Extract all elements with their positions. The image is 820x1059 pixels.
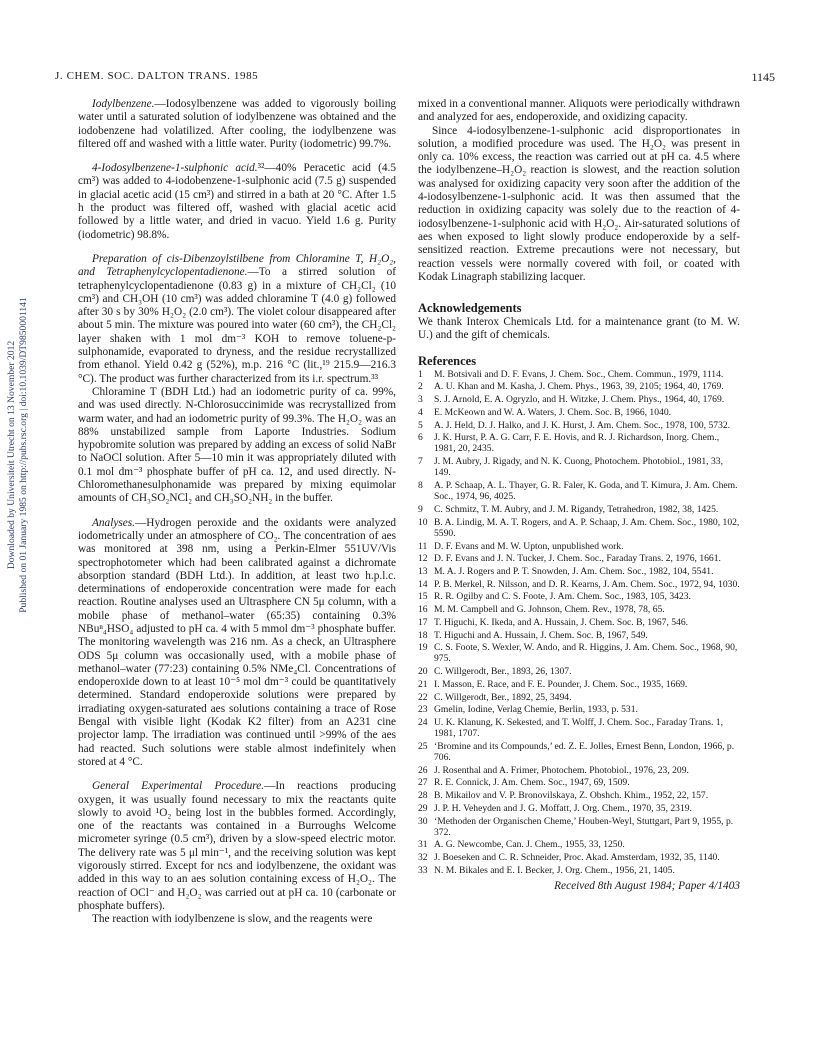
reference-item xyxy=(418,541,740,552)
reference-number: 23 xyxy=(418,704,428,716)
paragraph-reagents: Chloramine T (BDH Ltd.) had an iodometric purity of ca. 99%, and was used directly. N-Chlorosuccinimide was recrystallized from warm water, and had an iodometric purity of 99.3%. The H₂O₂ was an 88% unstabilized sample from Laporte Industries. Sodium hypobromite solution was prepared by adding an excess of solid NaBr to NaOCl solution. After 5—10 min it was appropriately diluted with 0.1 mol dm⁻³ phosphate buffer of pH ca. 12, and used directly. N-Chloromethanesulphonamide was prepared by mixing equimolar amounts of CH₃SO₂NCl₂ and CH₃SO₂NH₂ in the buffer. xyxy=(78,385,396,505)
reference-number: 24 xyxy=(418,716,428,728)
reference-number: 19 xyxy=(418,642,428,654)
reference-number: 30 xyxy=(418,815,428,827)
reference-item xyxy=(418,803,740,814)
reference-item xyxy=(418,765,740,776)
reference-number: 7 xyxy=(418,456,423,468)
reference-number: 32 xyxy=(418,852,428,864)
reference-item xyxy=(418,666,740,677)
reference-item xyxy=(418,704,740,715)
acknowledgements-heading: Acknowledgements xyxy=(418,301,522,316)
paragraph-preparation xyxy=(78,253,396,386)
reference-item xyxy=(418,591,740,602)
reference-number: 25 xyxy=(418,740,428,752)
reference-number: 20 xyxy=(418,666,428,678)
reference-item xyxy=(418,839,740,850)
reference-text: R. E. Connick, J. Am. Chem. Soc., 1947, 69, 1509. xyxy=(434,777,630,789)
reference-number: 3 xyxy=(418,394,423,406)
paragraph-iodylbenzene-reaction: The reaction with iodylbenzene is slow, and the reagents were xyxy=(92,913,373,926)
running-header xyxy=(55,70,775,88)
references-heading: References xyxy=(418,353,477,368)
reference-item xyxy=(418,741,740,763)
reference-text: B. A. Lindig, M. A. T. Rogers, and A. P. Schaap, J. Am. Chem. Soc., 1980, 102, 5590. xyxy=(434,516,740,539)
reference-number: 27 xyxy=(418,777,428,789)
reference-number: 16 xyxy=(418,604,428,616)
reference-item xyxy=(418,679,740,690)
paragraph-text: ³²—40% Peracetic acid (4.5 cm³) was added to 4-iodobenzene-1-sulphonic acid (7.5 g) suspended in glacial acetic acid (15 cm³) and stirred in a bath at 20 °C. After 1.5 h the product was filtered off, washed with glacial acetic acid followed by a little water, and dried in vacuo. Yield 1.6 g. Purity (iodometric) 98.8%. xyxy=(78,162,396,241)
reference-number: 10 xyxy=(418,516,428,528)
reference-item xyxy=(418,617,740,628)
reference-text: N. M. Bikales and E. I. Becker, J. Org. Chem., 1956, 21, 1405. xyxy=(434,864,675,876)
reference-number: 21 xyxy=(418,678,428,690)
paragraph-procedure xyxy=(78,780,396,913)
reference-number: 6 xyxy=(418,432,423,444)
reference-number: 17 xyxy=(418,616,428,628)
reference-item xyxy=(418,816,740,838)
reference-number: 22 xyxy=(418,691,428,703)
reference-text: A. G. Newcombe, Can. J. Chem., 1955, 33, 1250. xyxy=(434,839,625,851)
reference-number: 33 xyxy=(418,864,428,876)
reference-text: A. U. Khan and M. Kasha, J. Chem. Phys., 1963, 39, 2105; 1964, 40, 1769. xyxy=(434,381,724,393)
journal-title: J. CHEM. SOC. DALTON TRANS. 1985 xyxy=(55,70,259,82)
reference-text: Gmelin, Iodine, Verlag Chemie, Berlin, 1933, p. 531. xyxy=(434,704,638,716)
reference-item xyxy=(418,604,740,615)
reference-text: R. R. Ogilby and C. S. Foote, J. Am. Chem. Soc., 1983, 105, 3423. xyxy=(434,591,691,603)
reference-number: 15 xyxy=(418,591,428,603)
paragraph-iodylbenzene xyxy=(78,98,396,151)
reference-text: S. J. Arnold, E. A. Ogryzlo, and H. Witzke, J. Chem. Phys., 1964, 40, 1769. xyxy=(434,394,725,406)
reference-item xyxy=(418,456,740,478)
reference-item xyxy=(418,553,740,564)
paragraph-text: —To a stirred solution of tetraphenylcyclopentadienone (0.83 g) in a mixture of CH₂Cl₂ (10 cm³) and CH₃OH (10 cm³) was added chloramine T (4.0 g) followed after 30 s by 30% H₂O₂ (2.0 cm³). The violet colour disappeared after about 5 min. The mixture was poured into water (60 cm³), the CH₂Cl₂ layer shaken with 1 mol dm⁻³ KOH to remove toluene-p-sulphonamide, evaporated to dryness, and the residue recrystallized from ethanol. Yield 0.42 g (52%), m.p. 216 °C (lit.,¹⁹ 215.9—216.3 °C). The product was further characterized from its i.r. spectrum.³³ xyxy=(78,266,397,385)
reference-item xyxy=(418,381,740,392)
reference-item xyxy=(418,579,740,590)
reference-number: 12 xyxy=(418,553,428,565)
download-note: Downloaded by Universiteit Utrecht on 13 November 2012 xyxy=(6,340,17,570)
paragraph-heading: 4-Iodosylbenzene-1-sulphonic acid. xyxy=(92,162,258,175)
reference-text: U. K. Klanung, K. Sekested, and T. Wolff, J. Chem. Soc., Faraday Trans. 1, 1981, 1707. xyxy=(434,716,723,740)
reference-number: 31 xyxy=(418,839,428,851)
reference-number: 4 xyxy=(418,406,423,418)
left-column xyxy=(78,98,396,927)
reference-text: M. Botsivali and D. F. Evans, J. Chem. Soc., Chem. Commun., 1979, 1114. xyxy=(434,368,724,380)
reference-text: J. Boeseken and C. R. Schneider, Proc. Akad. Amsterdam, 1932, 35, 1140. xyxy=(434,852,720,864)
reference-item xyxy=(418,692,740,703)
reference-item xyxy=(418,790,740,801)
reference-text: B. Mikailov and V. P. Bronovilskaya, Z. Obshch. Khim., 1952, 22, 157. xyxy=(434,790,709,802)
reference-number: 8 xyxy=(418,480,423,492)
paragraph-disproportionation: Since 4-iodosylbenzene-1-sulphonic acid disproportionates in solution, a modified procedure was used. The H₂O₂ was present in only ca. 10% excess, the reaction was carried out at pH ca. 4.5 where the iodylbenzene–H₂O₂ reaction is slowest, and the reaction solution was analysed for oxidizing capacity very soon after the addition of the 4-iodosylbenzene-1-sulphonic acid. It was then assumed that the reduction in oxidizing capacity was solely due to the reaction of 4-iodosylbenzene-1-sulphonic acid with H₂O₂. Air-saturated solutions of aes when exposed to light slowly produce endoperoxide by a self-sensitized reaction. Extreme precautions were not necessary, but reaction vessels were normally covered with foil, or coated with Kodak Linagraph stabilizing lacquer. xyxy=(418,124,740,283)
paragraph-continued: mixed in a conventional manner. Aliquots were periodically withdrawn and analyzed for aes, endoperoxide, and oxidizing capacity. xyxy=(418,98,740,124)
reference-item xyxy=(418,852,740,863)
reference-text: A. J. Held, D. J. Halko, and J. K. Hurst, J. Am. Chem. Soc., 1978, 100, 5732. xyxy=(434,419,731,431)
reference-number: 28 xyxy=(418,790,428,802)
paragraph-text: —In reactions producing oxygen, it was usually found necessary to mix the reactants quite slowly to avoid ¹O₂ being lost in the bubbles formed. Accordingly, one of the reactants was contained in a Burroughs Welcome micrometer syringe (0.5 cm³), driven by a slow-speed electric motor. The delivery rate was 5 μl min⁻¹, and the receiving solution was kept vigorously stirred. Except for ncs and iodylbenzene, the oxidant was added in this way to an aes solution containing excess of H₂O₂. The reaction of OCl⁻ and H₂O₂ was carried out at pH ca. 10 (carbonate or phosphate buffers). xyxy=(78,780,396,912)
reference-number: 18 xyxy=(418,629,428,641)
reference-item xyxy=(418,630,740,641)
reference-item xyxy=(418,480,740,502)
reference-text: I. Masson, E. Race, and F. E. Pounder, J. Chem. Soc., 1935, 1669. xyxy=(434,678,688,690)
paragraph-heading: Iodylbenzene. xyxy=(92,98,155,110)
reference-text: J. M. Aubry, J. Rigady, and N. K. Cuong, Photochem. Photobiol., 1981, 33, 149. xyxy=(434,456,723,479)
reference-number: 9 xyxy=(418,503,423,515)
paragraph-sulphonic-acid xyxy=(78,162,396,242)
reference-item xyxy=(418,642,740,664)
acknowledgements-text: We thank Interox Chemicals Ltd. for a maintenance grant (to M. W. U.) and the gift of chemicals. xyxy=(418,316,740,342)
reference-number: 1 xyxy=(418,368,423,380)
reference-number: 11 xyxy=(418,540,428,552)
reference-text: M. M. Campbell and G. Johnson, Chem. Rev., 1978, 78, 65. xyxy=(434,604,665,616)
paragraph-text: —Hydrogen peroxide and the oxidants were analyzed iodometrically under an atmosphere of CO₂. The concentration of aes was monitored at 398 nm, using a Perkin-Elmer 551UV/Vis spectrophotometer which had been calibrated against a dichromate absorption standard (BDH Ltd.). In addition, at least two h.p.l.c. determinations of endoperoxide concentration were made for each reaction. Routine analyses used an Ultrasphere CN 5μ column, with a mobile phase of methanol–water (65:35) containing 0.3% NBuⁿ₄HSO₄ adjusted to pH ca. 4 with 5 mmol dm⁻³ phosphate buffer. The monitoring wavelength was 216 nm. As a check, an Ultrasphere ODS 5μ column was occasionally used, with a mobile phase of methanol–water (77:23) containing 0.5% NMe₄Cl. Concentrations of endoperoxide down to at least 10⁻⁵ mol dm⁻³ could be quantitatively determined. Standard endoperoxide solutions were prepared by irradiating oxygen-saturated aes solutions containing a trace of Rose Bengal with visible light (Kodak K2 filter) from an A231 cine projector lamp. The irradiation was continued until >99% of the aes had reacted. Such solutions were stable almost indefinitely when stored at 4 °C. xyxy=(78,516,396,768)
reference-number: 5 xyxy=(418,419,423,431)
reference-text: T. Higuchi and A. Hussain, J. Chem. Soc. B, 1967, 549. xyxy=(434,629,648,641)
reference-number: 29 xyxy=(418,802,428,814)
reference-text: D. F. Evans and M. W. Upton, unpublished work. xyxy=(434,540,624,552)
reference-item xyxy=(418,407,740,418)
reference-number: 26 xyxy=(418,764,428,776)
page-number: 1145 xyxy=(751,70,775,84)
reference-text: J. K. Hurst, P. A. G. Carr, F. E. Hovis, and R. J. Richardson, Inorg. Chem., 1981, 20, 2435. xyxy=(434,432,720,455)
reference-item xyxy=(418,420,740,431)
reference-text: T. Higuchi, K. Ikeda, and A. Hussain, J. Chem. Soc. B, 1967, 546. xyxy=(434,616,689,628)
reference-item xyxy=(418,777,740,788)
paragraph-heading: General Experimental Procedure. xyxy=(92,780,265,793)
reference-text: P. B. Merkel, R. Nilsson, and D. R. Kearns, J. Am. Chem. Soc., 1972, 94, 1030. xyxy=(434,578,740,590)
reference-text: M. A. J. Rogers and P. T. Snowden, J. Am. Chem. Soc., 1982, 104, 5541. xyxy=(434,566,714,577)
reference-item xyxy=(418,517,740,539)
reference-item xyxy=(418,566,740,577)
reference-number: 13 xyxy=(418,566,428,577)
publication-note[interactable]: Published on 01 January 1985 on http://pubs.rsc.org | doi:10.1039/DT9850001141 xyxy=(18,297,29,613)
reference-text: J. P. H. Veheyden and J. G. Moffatt, J. Org. Chem., 1970, 35, 2319. xyxy=(434,802,692,814)
reference-item xyxy=(418,865,740,876)
paragraph-analyses xyxy=(78,517,396,770)
reference-text: C. S. Foote, S. Wexler, W. Ando, and R. Higgins, J. Am. Chem. Soc., 1968, 90, 975. xyxy=(434,642,738,665)
reference-number: 14 xyxy=(418,578,428,590)
right-column xyxy=(418,98,740,893)
reference-item xyxy=(418,369,740,380)
reference-item xyxy=(418,394,740,405)
reference-text: E. McKeown and W. A. Waters, J. Chem. Soc. B, 1966, 1040. xyxy=(434,406,672,418)
reference-list xyxy=(418,369,740,876)
reference-text: C. Schmitz, T. M. Aubry, and J. M. Rigandy, Tetrahedron, 1982, 38, 1425. xyxy=(434,503,719,515)
reference-text: C. Willgerodt, Ber., 1893, 26, 1307. xyxy=(434,666,572,678)
paragraph-text: —Iodosylbenzene was added to vigorously boiling water until a saturated solution of iodylbenzene was obtained and the iodobenzene had volatilized. After cooling, the iodylbenzene was filtered off and washed with a little water. Purity (iodometric) 99.7%. xyxy=(78,98,396,150)
paragraph-heading: Analyses. xyxy=(92,516,135,529)
download-watermark xyxy=(6,250,36,660)
reference-text: ‘Methoden der Organischen Cheme,’ Houben-Weyl, Stuttgart, Part 9, 1955, p. 372. xyxy=(434,815,734,838)
reference-text: J. Rosenthal and A. Frimer, Photochem. Photobiol., 1976, 23, 209. xyxy=(434,764,689,776)
reference-text: C. Willgerodt, Ber., 1892, 25, 3494. xyxy=(434,691,572,703)
reference-number: 2 xyxy=(418,381,423,393)
reference-item xyxy=(418,717,740,739)
reference-text: ‘Bromine and its Compounds,’ ed. Z. E. Jolles, Ernest Benn, London, 1966, p. 706. xyxy=(434,740,735,764)
reference-text: A. P. Schaap, A. L. Thayer, G. R. Faler, K. Goda, and T. Kimura, J. Am. Chem. Soc., 1974, 96, 4025. xyxy=(434,480,738,503)
reference-item xyxy=(418,504,740,515)
received-note: Received 8th August 1984; Paper 4/1403 xyxy=(554,880,740,893)
reference-item xyxy=(418,432,740,454)
reference-text: D. F. Evans and J. N. Tucker, J. Chem. Soc., Faraday Trans. 2, 1976, 1661. xyxy=(434,553,721,565)
paragraph-heading: Preparation of cis-Dibenzoylstilbene from Chloramine T, H₂O₂, and Tetraphenylcyclopentadienone. xyxy=(78,252,396,279)
